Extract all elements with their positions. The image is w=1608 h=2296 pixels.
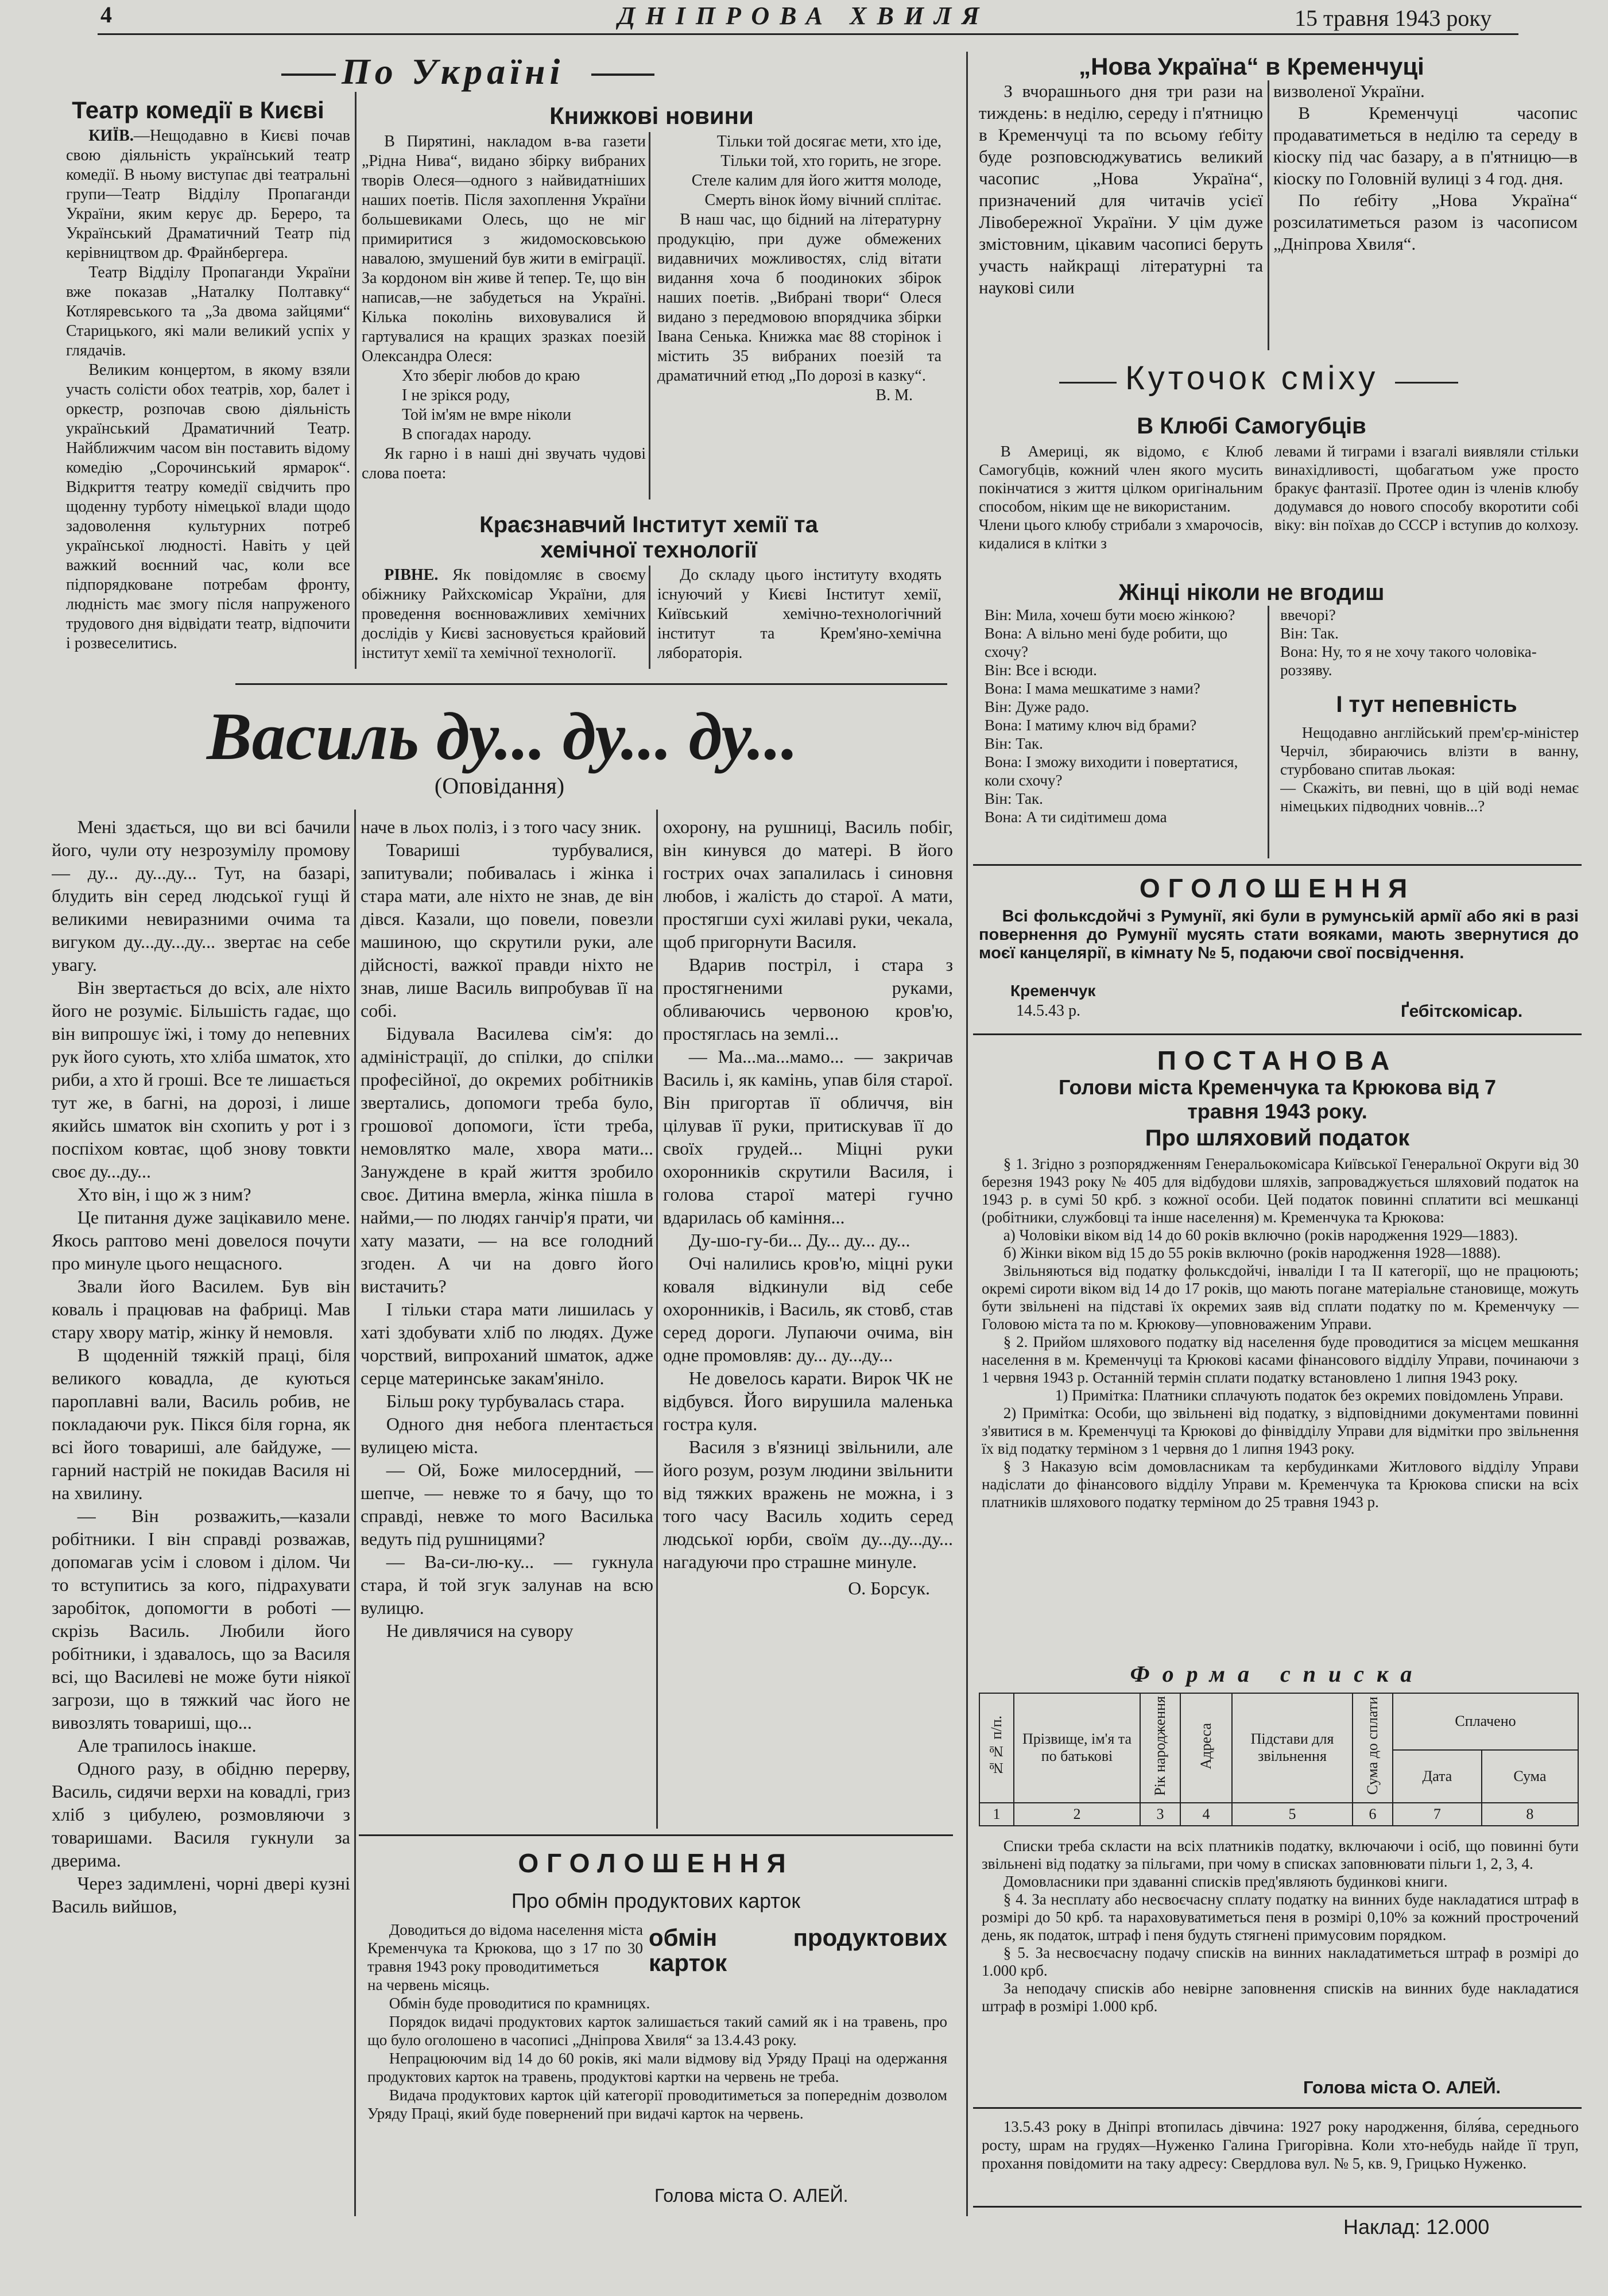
story-c3-p5: Не довелось карати. Вирок ЧК не відбувся. Його вирушила маленька гостра куля. bbox=[663, 1368, 953, 1434]
story-c2-p4: Більш року турбувалась стара. bbox=[386, 1391, 625, 1411]
ration-exchange-banner: обмін продуктових карток bbox=[649, 1924, 947, 1976]
story-c2-p3: І тільки стара мати лишилась у хаті здобувати хліб по людях. Дуже чорствий, випрохaний шматок, адже серце материнське закам'яніло. bbox=[361, 1299, 653, 1388]
club-text-left: В Америці, як відомо, є Клюб Самогубців, кожний член якого мусить покінчатися з життя цілком оригінальним способом, ніким ще не використаним. Члени цього клюбу стрибали з хмарочосів, кидалися в клітки з bbox=[979, 443, 1263, 552]
story-c2-p6: — Ой, Боже милосердний, — шепче, — невже то я бачу, що то справді, невже то мого Василька ведуть під рушницями? bbox=[361, 1459, 653, 1549]
books-p1: В Пирятині, накладом в-ва газети „Рідна Нива“, видано збірку вибраних творів Олеся—одного з найвидатніших наших поетів. Після захоплення України большевиками Олесь, що не міг примиритися з жидомосковською навалою, змушений був жити в еміграції. За кордоном він живе й тепер. Те, що він написав,—не забудеться на Україні. Кілька поколінь виховувалися й гартувалися на кращих зразках поезій Олександра Олеся: bbox=[362, 133, 646, 365]
uncertainty-title: І тут непевність bbox=[1336, 692, 1517, 717]
theatre-p3: Великим концертом, в якому взяли участь солісти обох театрів, хор, балет і оркестр, розпочав свою діяльність український Драматичний Театр. Найближчим часом він поставить відому комедію „Сорочинський ярмарок“. Відкриття театру комедії свідчить про щоденну турботу німецької влади щодо задоволення культурних потреб української людності. Навіть у цей важкий воєнний час, коли все підпорядковане потребам фронту, людність має змогу після напруженого трудового дня відвідати театр, відпочити і розвеселитись. bbox=[66, 361, 350, 652]
club-title: В Клюбі Самогубців bbox=[1137, 413, 1366, 439]
decree-p7: § 3 Наказую всім домовласникам та кербудинками Житлового відділу Управи надіслати до фінансового відділу Управи м. Кременчука та Крюкова списки на всіх платників шляхового податку терміном до 25 травня 1943 р. bbox=[982, 1458, 1579, 1511]
decree-p0: § 1. Згідно з розпорядженням Генеральокомісара Київської Генеральної Округи від 30 березня 1943 року № 405 для відбудови шляхів, запроваджується шляховий податок на 1943 р. в сумі 50 крб. з кожної особи. Цей податок повинні сплатити всі мешканці (робітники, службовці та інше населення) м. Кременчука та Крюкова: bbox=[982, 1155, 1579, 1226]
masthead-rule bbox=[98, 33, 1518, 35]
story-c1-p7: Але трапилось інакше. bbox=[77, 1735, 257, 1756]
decree-p3: Звільняються від податку фольксдойчі, інваліди I та II категорії, що не працюють; окремі сироти віком від 14 до 17 років, що мають погане матеріальне становище, можуть бути звільнені на підставі їх окремих заяв від сплати податку по м. Кременчуку — Головою міста та по м. Крюкову—уповноваженим Управи. bbox=[982, 1262, 1579, 1333]
romania-heading: ОГОЛОШЕННЯ bbox=[1139, 873, 1416, 903]
drowned-top-rule bbox=[973, 2107, 1582, 2109]
uncertainty-body bbox=[1280, 723, 1579, 861]
story-c3-p0: охорону, на рушниці, Василь побіг, він кинувся до матері. В його гострих очах запалилась і синовня любов, і жалість до старої. А мати, простягши сухі жилаві руки, чекала, щоб пригорнути Василя. bbox=[663, 816, 953, 952]
section-title-ukraine: По Україні bbox=[342, 51, 565, 92]
col-divider-humor bbox=[1268, 606, 1269, 858]
story-c1-p6: — Він розважить,—казали робітники. І він справді розважав, допомагав усім і словом і ділом. Чи то вступитись за кого, підрахувати заробіток, допомогти в роботі — скрізь Василь. Любили його робітники, і здавалось, що за Василя всі, що Василеві не може бути ніякої загрози, що в тяжкий час його не вивозлять товариші, що... bbox=[52, 1505, 350, 1733]
ration-body bbox=[367, 1921, 947, 2179]
col-divider-main bbox=[966, 52, 968, 2216]
chemistry-lead: РІВНЕ. bbox=[384, 566, 439, 584]
humor-rule-left bbox=[1059, 382, 1117, 384]
col-divider-1 bbox=[355, 92, 357, 669]
books-right bbox=[657, 132, 941, 505]
col-divider-story-1 bbox=[354, 810, 356, 2216]
theatre-p2: Театр Відділу Пропаганди України вже показав „Наталку Полтавку“ Котляревського та „За двома зайцями“ Старицького, які мали великий успіх у глядачів. bbox=[66, 264, 350, 359]
story-c1-p0: Мені здається, що ви всі бачили його, чули оту незрозумілу промову — ду... ду...ду... Тут, на базарі, блудить він серед людської гущі й великими невиразними очима та вигуком ду...ду...ду... звертає на себе увагу. bbox=[52, 816, 350, 975]
drowned-text: 13.5.43 року в Дніпрі втопилась дівчина: 1927 року народження, біля́ва, середнього росту, шрам на грудях—Нуженко Галина Григорівна. Коли хто-небудь найде її труп, прохання повідомити на таку адресу: Свердлова вул. № 5, кв. 9, Грицько Нуженко. bbox=[982, 2118, 1579, 2172]
form-h5: Сума до сплати bbox=[1364, 1697, 1381, 1795]
decree-title: Про шляховий податок bbox=[1145, 1125, 1410, 1151]
story-title: Василь ду... ду... ду... bbox=[207, 699, 798, 774]
decree-subheading: Голови міста Кременчука та Крюкова від 7 травня 1943 року. bbox=[1058, 1075, 1497, 1123]
story-subtitle: (Оповідання) bbox=[434, 773, 565, 799]
wives-left bbox=[985, 606, 1263, 858]
story-c3-p1: Вдарив постріл, і стара з простягненими руками, обливаючись червоною кров'ю, простяглась на землі... bbox=[663, 954, 953, 1044]
story-col-2 bbox=[361, 815, 653, 1826]
form-h2: Рік народження bbox=[1152, 1696, 1168, 1796]
story-c2-p8: Не дивлячися на сувору bbox=[386, 1620, 574, 1641]
form-h1: Прізвище, ім'я та по батькові bbox=[1014, 1693, 1140, 1803]
romania-signature: Ґебітскомісар. bbox=[1401, 1002, 1523, 1021]
paper-name: ДНІПРОВА ХВИЛЯ bbox=[618, 2, 990, 30]
ration-intro: Доводиться до відома населення міста Кременчука та Крюкова, що з 17 по 30 травня 1943 року проводитиметься bbox=[367, 1921, 643, 1975]
col-divider-books bbox=[649, 132, 650, 500]
form-sub0: Дата bbox=[1393, 1750, 1482, 1803]
theatre-p1: —Нещодавно в Києві почав свою діяльність український театр комедії. В ньому виступає дві театральні групи—Театр Відділу Пропаганди України, яким керує др. Береро, та Український Драматичний Театр під керівництвом др. Фрайнбергера. bbox=[66, 127, 350, 262]
nova-ukraina-p-r2: В Кременчуці часопис продаватиметься в неділю та середу в кіоску під час базару, а в п'ятницю—в кіоску по Головній вулиці з 4 год. дня. bbox=[1273, 103, 1578, 188]
chemistry-title: Краєзнавчий Інститут хемії та хемічної технології bbox=[479, 512, 818, 563]
nova-ukraina-title: „Нова Україна“ в Кременчуці bbox=[1079, 53, 1424, 80]
nova-ukraina-right bbox=[1273, 80, 1578, 350]
story-c1-p1: Він звертається до всіх, але ніхто його не розуміє. Більшість гадає, що він випрошує їжі, і тому до непевних рук його сують, хто хліба шматок, хто риби, а хто й гроші. Все те лишається тут же, в багні, на дорозі, і лише якийсь шматок він схопить у рот і з поспіхом ковтає, щоб знову товкти своє ду...ду... bbox=[52, 977, 350, 1182]
club-right bbox=[1274, 442, 1579, 580]
theatre-lead: КИЇВ. bbox=[88, 127, 134, 145]
theatre-title: Театр комедії в Києві bbox=[72, 96, 324, 123]
decree-p1: а) Чоловіки віком від 14 до 60 років включно (років народження 1929—1883). bbox=[1003, 1226, 1518, 1244]
story-c2-p7: — Ва-си-лю-ку... — гукнула стара, й той згук залунав на всю вулицю. bbox=[361, 1551, 653, 1618]
humor-rule-right bbox=[1395, 382, 1458, 384]
ration-subheading: Про обмін продуктових карток bbox=[511, 1889, 801, 1912]
form-table bbox=[979, 1693, 1579, 1826]
decree-at2: § 4. За несплату або несвоєчасну сплату податку на винних буде накладатися штраф в розмірі до 50 крб. та нараховуватиметься пеня в розмірі 0,10% за кожний прострочений день, як податок, штраф і пеня будуть стягнені примусовим порядком. bbox=[982, 1891, 1579, 1943]
story-col-1 bbox=[52, 815, 350, 2210]
story-c3-p2: — Ма...ма...мамо... — закричав Василь і, як камінь, упав біля старої. Він пригортав її обличчя, він цілував її руки, притискував її до своїх грудей... Міцні руки охоронників скрутили Василя, і голова старої матері гучно вдарилась об каміння... bbox=[663, 1046, 953, 1228]
books-p2: В наш час, що бідний на літературну продукцію, при дуже обмежених видавничих можливостях, слід вітати видання хоча б поодиноких збірок наших поетів. „Вибрані твори“ Олеся видано з передмовою впорядчика збірки Івана Сенька. Книжка має 88 сторінок і містить 35 вибраних поезій та драматичний етюд „По дорозі в казку“. bbox=[657, 211, 941, 385]
form-h0: №№ п/п. bbox=[988, 1715, 1005, 1776]
books-poem2: Тільки той досягає мети, хто іде, Тільки той, хто горить, не згоре. Стеле калим для його життя молоде, Смерть вінок йому вічний сплітає. bbox=[691, 133, 941, 209]
form-h6: Сплачено bbox=[1393, 1693, 1578, 1750]
form-n6: 6 bbox=[1353, 1803, 1393, 1826]
story-c1-p3: Це питання дуже зацікавило мене. Якось раптово мені довелося почути про минуле цього нещасного. bbox=[52, 1207, 350, 1273]
ration-p3: Видача продуктових карток цій категорії проводитиметься за попереднім дозволом Уряду Праці, який буде повернений при видачі карток на червень. bbox=[367, 2086, 947, 2122]
wives-title: Жінці ніколи не вгодиш bbox=[1118, 580, 1385, 605]
nova-ukraina-p-r1: визволеної України. bbox=[1273, 81, 1425, 101]
section-rule-left bbox=[281, 73, 336, 76]
story-c1-p9: Через задимлені, чорні двері кузні Василь вийшов, bbox=[52, 1873, 350, 1916]
nova-ukraina-left bbox=[979, 80, 1263, 350]
story-c2-p1: Товариші турбувалися, запитували; побивалась і жінка і стара мати, але ніхто не знав, де він дівся. Казали, що повели, повезли машиною, що скрутили руки, але дійсності, важкої правди ніхто не знав, лише Василь випробував її на собі. bbox=[361, 839, 653, 1021]
decree-signature: Голова міста О. АЛЕЙ. bbox=[1303, 2077, 1501, 2097]
footer-rule bbox=[973, 2206, 1582, 2208]
form-n2: 2 bbox=[1014, 1803, 1140, 1826]
club-left bbox=[979, 442, 1263, 574]
decree-p4: § 2. Прийом шляхового податку від населення буде проводитися за місцем мешкання населення в м. Кременчуці та Крюкові касами фінансового відділу Управи, починаючи з 1 червня 1943 р. Останній термін сплати податку встановлено 1 липня 1943 року. bbox=[982, 1333, 1579, 1386]
ration-heading: ОГОЛОШЕННЯ bbox=[518, 1848, 794, 1878]
section-rule-right bbox=[591, 73, 654, 76]
chemistry-p2: До складу цього інституту входять існуючий у Києві Інститут хемії, Київський хемічно-технологічний інститут та Крем'яно-хемічна лябораторія. bbox=[657, 566, 941, 662]
col-divider-story-2 bbox=[656, 810, 658, 1829]
decree-at3: § 5. За несвоєчасну подачу списків на винних накладатиметься штраф в розмірі до 1.000 крб. bbox=[982, 1944, 1579, 1979]
issue-date: 15 травня 1943 року bbox=[1295, 5, 1492, 31]
story-c2-p0: наче в льох поліз, і з того часу зник. bbox=[361, 816, 642, 837]
ration-signature: Голова міста О. АЛЕЙ. bbox=[654, 2185, 848, 2206]
story-c3-p4: Очі налились кров'ю, міцні руки коваля відкинули від себе охоронників, і Василь, як стовб, став серед дороги. Лупаючи очима, він одне промовляв: ду... ду...ду... bbox=[663, 1253, 953, 1365]
decree-at4: За неподачу списків або невірне заповнення списків на винних буде накладатися штраф в розмірі 1.000 крб. bbox=[982, 1980, 1579, 2015]
page-number: 4 bbox=[100, 2, 112, 28]
wives-right bbox=[1280, 606, 1579, 683]
story-c3-p3: Ду-шо-гу-би... Ду... ду... ду... bbox=[688, 1230, 910, 1250]
decree-after-table bbox=[982, 1837, 1579, 2064]
form-title: Форма списка bbox=[1130, 1661, 1425, 1687]
form-sub1: Сума bbox=[1482, 1750, 1578, 1803]
chemistry-p1: Як повідомляє в своєму обіжнику Райхскомісар України, для проведення воєнноважливих хемічних дослідів у Києві засновується крайовий інститут хемії та хемічної технології. bbox=[362, 566, 646, 662]
romania-body bbox=[979, 907, 1579, 982]
decree-body bbox=[982, 1155, 1579, 1660]
books-after-poem1: Як гарно і в наші дні звучать чудові слова поета: bbox=[362, 445, 646, 482]
nova-ukraina-p-r3: По ґебіту „Нова Україна“ розсилатиметься разом із часописом „Дніпрова Хвиля“. bbox=[1273, 190, 1578, 254]
ration-p0: Обмін буде проводитися по крамницях. bbox=[389, 1995, 650, 2012]
chemistry-right bbox=[657, 566, 941, 672]
col-divider-chem bbox=[649, 566, 650, 669]
story-author: О. Борсук. bbox=[848, 1578, 930, 1598]
romania-place: Кременчук bbox=[1010, 982, 1096, 1000]
ration-after-big: на червень місяць. bbox=[367, 1976, 490, 1993]
story-col-3 bbox=[663, 815, 953, 1826]
col-divider-nova bbox=[1268, 80, 1269, 350]
ration-top-rule bbox=[359, 1834, 953, 1836]
story-c1-p8: Одного разу, в обідню перерву, Василь, сидячи верхи на ковадлі, гриз хліб з цибулею, розмовляючи з товаришами. Василя гукнули за дверима. bbox=[52, 1758, 350, 1871]
decree-heading: ПОСТАНОВА bbox=[1157, 1046, 1398, 1075]
ration-p2: Непрацюючим від 14 до 60 років, які мали відмову від Уряду Праці на одержання продуктових карток на травень, продуктові картки на червень не треба. bbox=[367, 2050, 947, 2085]
form-n3: 3 bbox=[1140, 1803, 1180, 1826]
form-n5: 5 bbox=[1232, 1803, 1353, 1826]
decree-p2: б) Жінки віком від 15 до 55 років включно (років народження 1928—1888). bbox=[1003, 1244, 1501, 1261]
story-c1-p5: В щоденній тяжкій праці, біля великого ковадла, де куються пароплавні вали, Василь робив, не покладаючи рук. Пікся біля горна, як всі його товариші, але байдуже, — гарний настрій не покидав Василя ні на хвилину. bbox=[52, 1345, 350, 1503]
ration-p1: Порядок видачі продуктових карток залишається такий самий як і на травень, про що було оголошено в часописі „Дніпрова Хвиля“ за 13.4.43 року. bbox=[367, 2013, 947, 2049]
decree-at0: Списки треба скласти на всіх платників податку, включаючи і осіб, що повинні бути звільнені від податку за пільгами, при чому в списках заповнювати пільги 1, 2, 3, 4. bbox=[982, 1837, 1579, 1872]
romania-text: Всі фольксдойчі з Румунії, які були в румунській армії або які в разі повернення до Румунії мусять стати вояками, мають звернутися до моєї канцелярії, в кімнату № 5, подаючи свої посвідчення. bbox=[979, 907, 1579, 962]
wives-text-left: Він: Мила, хочеш бути моєю жінкою? Вона: А вільно мені буде робити, що схочу? Він: Все і всюди. Вона: І мама мешкатиме з нами? Він: Дуже радо. Вона: І матиму ключ від брами? Він: Так. Вона: І зможу виходити і повертатися, коли схочу? Він: Так. Вона: А ти сидітимеш дома bbox=[985, 606, 1238, 826]
wives-text-right: ввечорі? Він: Так. Вона: Ну, то я не хочу такого чоловіка-роззяву. bbox=[1280, 606, 1537, 679]
story-c2-p5: Одного дня небога плентається вулицею міста. bbox=[361, 1414, 653, 1457]
decree-p6: 2) Примітка: Особи, що звільнені від податку, з відповідними документами повинні з'явитися в м. Кременчуці та Крюкові до фінвідділу Управи для відмітки про звільнення їх від податку терміном з 1 червня до 1 липня 1943 року. bbox=[982, 1404, 1579, 1457]
form-n8: 8 bbox=[1482, 1803, 1578, 1826]
decree-p5: 1) Примітка: Платники сплачують податок без окремих повідомлень Управи. bbox=[1055, 1387, 1564, 1404]
form-n4: 4 bbox=[1180, 1803, 1232, 1826]
books-left bbox=[362, 132, 646, 497]
story-c3-p6: Василя з в'язниці звільнили, але його розум, розум людини звільнити від тяжких вражень не можна, і з того часу Василь ходить серед людської юрби, своїм ду...ду...ду... нагадуючи про страшне минуле. bbox=[663, 1437, 953, 1572]
romania-date: 14.5.43 р. bbox=[1016, 1002, 1080, 1020]
romania-top-rule bbox=[973, 864, 1582, 866]
form-h4: Підстави для звільнення bbox=[1232, 1693, 1353, 1803]
theatre-article bbox=[66, 126, 350, 672]
story-c2-p2: Бідувала Василева сім'я: до адміністрації, до спілки, до спілки професійної, до окремих робітників звертались, допомоги треба було, грошової допомоги, їсти треба, немовлятко мале, хвора мати... Занужденe в край життя зробило своє. Дитина вмерла, жінка пішла в найми,— по людях ганчір'я прати, чи хату мазати, — на все голодний згоден. А чи на довго його вистачить? bbox=[361, 1023, 653, 1296]
books-title: Книжкові новини bbox=[549, 102, 754, 129]
circulation: Наклад: 12.000 bbox=[1343, 2215, 1490, 2239]
form-h3: Адреса bbox=[1198, 1722, 1214, 1770]
books-signature: В. М. bbox=[875, 386, 913, 404]
chemistry-left bbox=[362, 566, 646, 672]
form-n1: 1 bbox=[979, 1803, 1014, 1826]
club-text-right: левами й тиграми і взагалі виявляли стільки винахідливості, щобагатьом уже просто бракує фантазії. Протее один із членів клюбу додумався до нового способу вкоротити собі віку: він поїхав до СССР і вступив до колхозу. bbox=[1274, 443, 1579, 533]
humor-title: Куточок сміху bbox=[1125, 359, 1379, 397]
books-poem1: Хто зберіг любов до краю І не зрікся роду, Той ім'ям не вмре ніколи В спогадах народу. bbox=[402, 367, 580, 443]
story-top-rule bbox=[235, 683, 947, 685]
decree-at1: Домовласники при здаванні списків пред'являють будинкові книги. bbox=[1003, 1873, 1448, 1890]
story-c1-p2: Хто він, і що ж з ним? bbox=[77, 1184, 251, 1205]
form-n7: 7 bbox=[1393, 1803, 1482, 1826]
uncertainty-text: Нещодавно англійський прем'єр-міністер Черчіл, збираючись влізти в ванну, стурбовано спитав льокая: — Скажіть, ви певні, що в цій воді немає німецьких підводних човнів...? bbox=[1280, 724, 1579, 815]
story-c1-p4: Звали його Василем. Був він коваль і працював на фабриці. Мав стару хвору матір, жінку й немовля. bbox=[52, 1276, 350, 1342]
nova-ukraina-p-left: З вчорашнього дня три рази на тиждень: в неділю, середу і п'ятницю в Кременчуці та по всьому ґебіту буде розповсюджуватись великий часопис „Нова Україна“, призначений для читачів усієї Лівобережної України. У цім дуже змістовним, цікавим часописі беруть участь найкращі літературні та наукові сили bbox=[979, 81, 1263, 297]
drowned-notice bbox=[982, 2117, 1579, 2204]
decree-top-rule bbox=[973, 1033, 1582, 1035]
